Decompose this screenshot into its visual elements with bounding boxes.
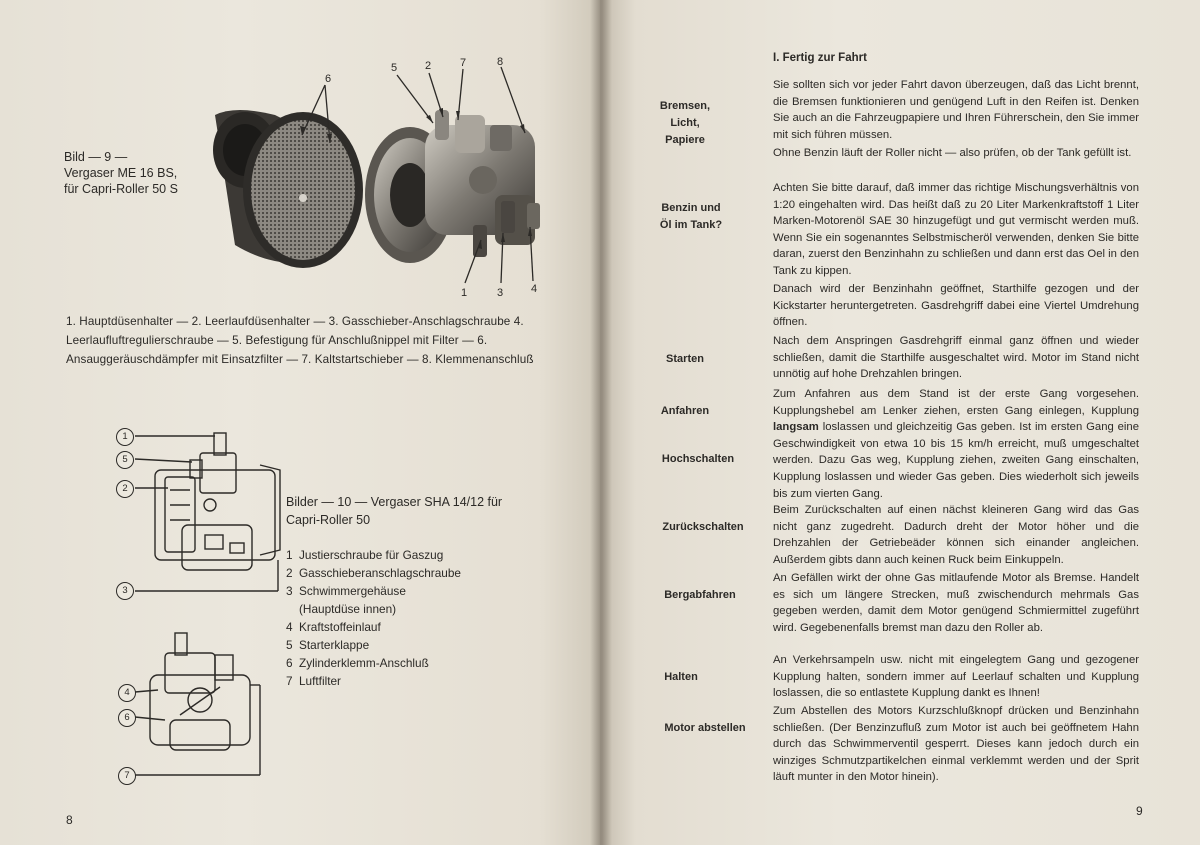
figure9-caption: [64, 149, 244, 197]
side-label-starten: Starten: [666, 353, 704, 365]
paragraph-anfahren-text: Zum Anfahren aus dem Stand ist der erste Gang vorgesehen. Kupplungshebel am Lenker ziehen, ersten Gang einlegen, Kupplung: [773, 388, 1139, 417]
side-label-line: Licht,: [670, 117, 700, 129]
side-label-line: Papiere: [665, 134, 705, 146]
paragraph-bergabfahren: An Gefällen wirkt der ohne Gas mitlaufende Motor als Bremse. Handelt es sich um längere Strecken, muß zwischendurch mehrmals Gas gegeben werden, damit dem Motor genügend Schmiermittel zugeführt wird. Gegebenenfalls bremst man dazu den Roller ab.: [773, 572, 1139, 634]
part-label: Luftfilter: [299, 674, 341, 688]
paragraph-anfahren-emphasis: langsam: [773, 421, 819, 434]
paragraph-benzin-pruefen: Ohne Benzin läuft der Roller nicht — also prüfen, ob der Tank gefüllt ist.: [773, 147, 1132, 159]
carburetor-drawing-bottom: [110, 625, 270, 780]
paragraph-anfahren: [773, 386, 1139, 502]
part-number: 5: [286, 638, 293, 652]
side-label-line: Benzin und: [661, 202, 721, 214]
list-item: [286, 564, 526, 582]
part-label: Starterklappe: [299, 638, 370, 652]
drawing-callout-7: 7: [118, 767, 136, 785]
carburetor-drawing-top: [110, 425, 285, 610]
part-number: 3: [286, 584, 293, 598]
figure9-legend: 1. Hauptdüsenhalter — 2. Leerlaufdüsenhalter — 3. Gasschieber-Anschlagschraube 4. Leerlaufluftregulierschraube — 5. Befestigung für Anschlußnippel mit Filter — 6. Ansauggeräuschdämpfer mit Einsatzfilter — 7. Kaltstartschieber — 8. Klemmenanschluß: [66, 315, 534, 366]
page-number-left: 8: [66, 813, 73, 827]
list-item: [286, 546, 526, 564]
part-label: Gasschieberanschlagschraube: [299, 566, 461, 580]
paragraph-motor-abstellen: Zum Abstellen des Motors Kurzschlußknopf drücken und Benzinhahn schließen. (Der Benzinzufluß zum Motor ist auch bei geöffnetem Hahn durch das Schwimmerventil gesperrt. Dieses kann jedoch durch ein winziges Schmutzpartikelchen einmal verklemmt werden und der Sprit läuft munter in den Motor hinein).: [773, 705, 1139, 784]
figure9-caption-line: Bild — 9 —: [64, 150, 128, 164]
part-number: 1: [286, 548, 293, 562]
side-label-anfahren: Anfahren: [660, 405, 710, 417]
list-item: [286, 654, 526, 672]
drawing-callout-5: 5: [116, 451, 134, 469]
photo-callout-8: 8: [497, 56, 504, 68]
paragraph-starten: Nach dem Anspringen Gasdrehgriff einmal ganz öffnen und wieder schließen, damit die Starthilfe ausgeschaltet wird. Motor im Stand nicht unnötig auf hohe Drehzahlen bringen.: [773, 335, 1139, 381]
photo-callout-7: 7: [460, 57, 467, 69]
list-item: [286, 636, 526, 654]
side-label-bergabfahren: Bergabfahren: [664, 589, 736, 601]
carburetor-photo: [205, 55, 555, 300]
paragraph-zurueckschalten: Beim Zurückschalten auf einen nächst kleineren Gang wird das Gas nicht ganz zugedreht. Dadurch dreht der Motor höher und die Drehzahlen der Getriebeäder können sich einander angleichen. Außerdem gibts dann auch keinen Ruck beim Einkuppeln.: [773, 504, 1139, 566]
paragraph-benzinhahn: Danach wird der Benzinhahn geöffnet, Starthilfe gezogen und der Kickstarter heruntergetreten. Gasdrehgriff dabei eine Viertel Umdrehung öffnen.: [773, 283, 1139, 329]
photo-callout-2: 2: [425, 60, 432, 72]
photo-callout-1: 1: [461, 287, 468, 299]
drawing-callout-6: 6: [118, 709, 136, 727]
list-item: [286, 582, 526, 618]
side-label-hochschalten: Hochschalten: [661, 453, 735, 465]
figure10-parts-list: [286, 546, 526, 690]
side-label-benzin: [636, 200, 746, 234]
photo-callout-4: 4: [531, 283, 538, 295]
photo-callout-5: 5: [391, 62, 398, 74]
part-number: 6: [286, 656, 293, 670]
side-label-zurueckschalten: Zurückschalten: [662, 521, 744, 533]
drawing-callout-2: 2: [116, 480, 134, 498]
side-label-line: Bremsen,: [659, 100, 711, 112]
part-number: 4: [286, 620, 293, 634]
figure10-caption: Bilder — 10 — Vergaser SHA 14/12 für Capri-Roller 50: [286, 495, 503, 527]
list-item: [286, 672, 526, 690]
part-number: 7: [286, 674, 293, 688]
paragraph-anfahren-text-2: loslassen und gleichzeitig Gas geben. Ist im ersten Gang eine Geschwindigkeit von etwa 10 bis 15 km/h erreicht, muß umgeschaltet werden. Dazu Gas weg, Kupplung ziehen, zweiten Gang einschalten, Kupplung loslassen und wieder Gas geben. Dies wiederholt sich jeweils bis zum vierten Gang.: [773, 421, 1139, 500]
photo-callout-6: 6: [325, 73, 332, 85]
part-label: Justierschraube für Gaszug: [299, 548, 444, 562]
side-label-motor-abstellen: Motor abstellen: [664, 722, 746, 734]
side-label-halten: Halten: [664, 671, 698, 683]
part-number: 2: [286, 566, 293, 580]
part-label: Zylinderklemm-Anschluß: [299, 656, 429, 670]
drawing-callout-1: 1: [116, 428, 134, 446]
part-label: Schwimmergehäuse (Hauptdüse innen): [299, 584, 406, 616]
part-label: Kraftstoffeinlauf: [299, 620, 381, 634]
page-number-right: 9: [1136, 804, 1143, 818]
drawing-callout-3: 3: [116, 582, 134, 600]
figure9-caption-line: Vergaser ME 16 BS,: [64, 166, 178, 180]
book-gutter: [590, 0, 612, 845]
paragraph-halten: An Verkehrsampeln usw. nicht mit eingelegtem Gang und gezogener Kupplung halten, sondern immer auf Leerlauf schalten und Kupplung loslassen, die so entlastete Kupplung dankt es Ihnen!: [773, 654, 1139, 700]
figure9-caption-line: für Capri-Roller 50 S: [64, 182, 178, 196]
side-label-bremsen: [630, 98, 740, 149]
section-title: I. Fertig zur Fahrt: [773, 52, 867, 64]
list-item: [286, 618, 526, 636]
photo-callout-3: 3: [497, 287, 504, 299]
paragraph-mischung: Achten Sie bitte darauf, daß immer das richtige Mischungsverhältnis von 1:20 eingehalten wird. Das heißt daß zu 20 Liter Markenkraftstoff 1 Liter Marken-Motorenöl SAE 30 hinzugefügt und gut vermischt werden muß. Wenn Sie ein sogenanntes Selbstmischeröl verwenden, denken Sie bitte daran, zuerst den Benzinhahn zu schließen und dann erst das Oel in den Tank zu kippen.: [773, 182, 1139, 277]
drawing-callout-4: 4: [118, 684, 136, 702]
paragraph-bremsen: Sie sollten sich vor jeder Fahrt davon überzeugen, daß das Licht brennt, die Bremsen funktionieren und genügend Luft in den Reifen ist. Denken Sie auch an die Fahrzeugpapiere und Ihren Führerschein, den Sie immer mit sich führen müssen.: [773, 79, 1139, 141]
side-label-line: Öl im Tank?: [659, 219, 723, 231]
